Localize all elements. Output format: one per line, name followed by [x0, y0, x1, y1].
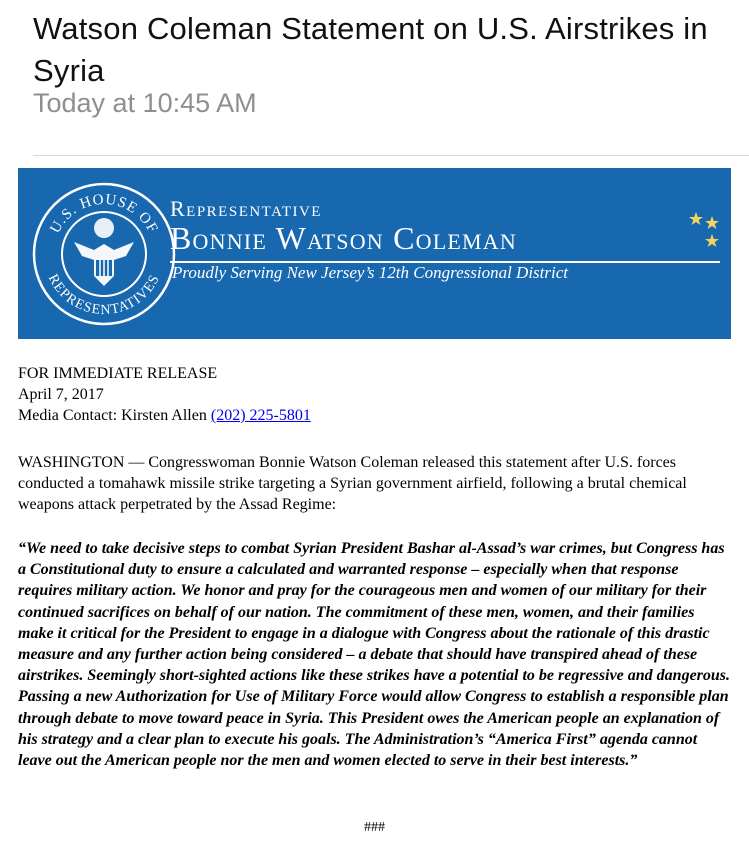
- seal-bottom-text: REPRESENTATIVES: [44, 272, 164, 319]
- stars-icon: [686, 210, 726, 250]
- release-meta: [18, 363, 311, 426]
- representative-name: Bonnie Watson Coleman: [170, 220, 517, 256]
- media-contact-name: Media Contact: Kirsten Allen: [18, 407, 207, 424]
- statement-quote: “We need to take decisive steps to combat Syrian President Bashar al-Assad’s war crimes, but Congress has a Constitutional duty to ensure a calculated and warranted response – especially when that response requires military action. We honor and pray for the courageous men and women of our military for their continued sacrifices on behalf of our nation. The commitment of these men, women, and their families make it critical for the President to engage in a dialogue with Congress about the rationale of this drastic measure and any further action being considered – a debate that should have transpired ahead of these airstrikes. Seemingly short-sighted actions like these strikes have a potential to be regressive and dangerous. Passing a new Authorization for Use of Military Force would allow Congress to establish a responsible plan through debate to move toward peace in Syria. This President owes the American people an explanation of his strategy and a clear plan to execute his goals. The Administration’s “America First” agenda cannot leave out the American people nor the men and women elected to serve in their best interests.”: [18, 540, 731, 770]
- house-seal-icon: [30, 180, 178, 328]
- media-contact: [18, 405, 311, 426]
- congress-banner: [18, 168, 731, 339]
- release-header: FOR IMMEDIATE RELEASE: [18, 365, 218, 382]
- email-subject: Watson Coleman Statement on U.S. Airstrikes in Syria: [33, 11, 708, 88]
- seal-top-text: U.S. HOUSE OF: [47, 191, 161, 237]
- lead-paragraph: WASHINGTON — Congresswoman Bonnie Watson Coleman released this statement after U.S. forces conducted a tomahawk missile strike targeting a Syrian government airfield, following a brutal chemical weapons attack perpetrated by the Assad Regime:: [18, 454, 687, 513]
- release-date: April 7, 2017: [18, 386, 104, 403]
- end-mark: ###: [364, 820, 385, 835]
- email-timestamp: Today at 10:45 AM: [33, 88, 257, 118]
- contact-phone-link[interactable]: (202) 225-5801: [210, 407, 311, 424]
- header-divider: [33, 155, 749, 156]
- representative-label: Representative: [170, 196, 322, 221]
- district-tagline: Proudly Serving New Jersey’s 12th Congressional District: [172, 263, 569, 282]
